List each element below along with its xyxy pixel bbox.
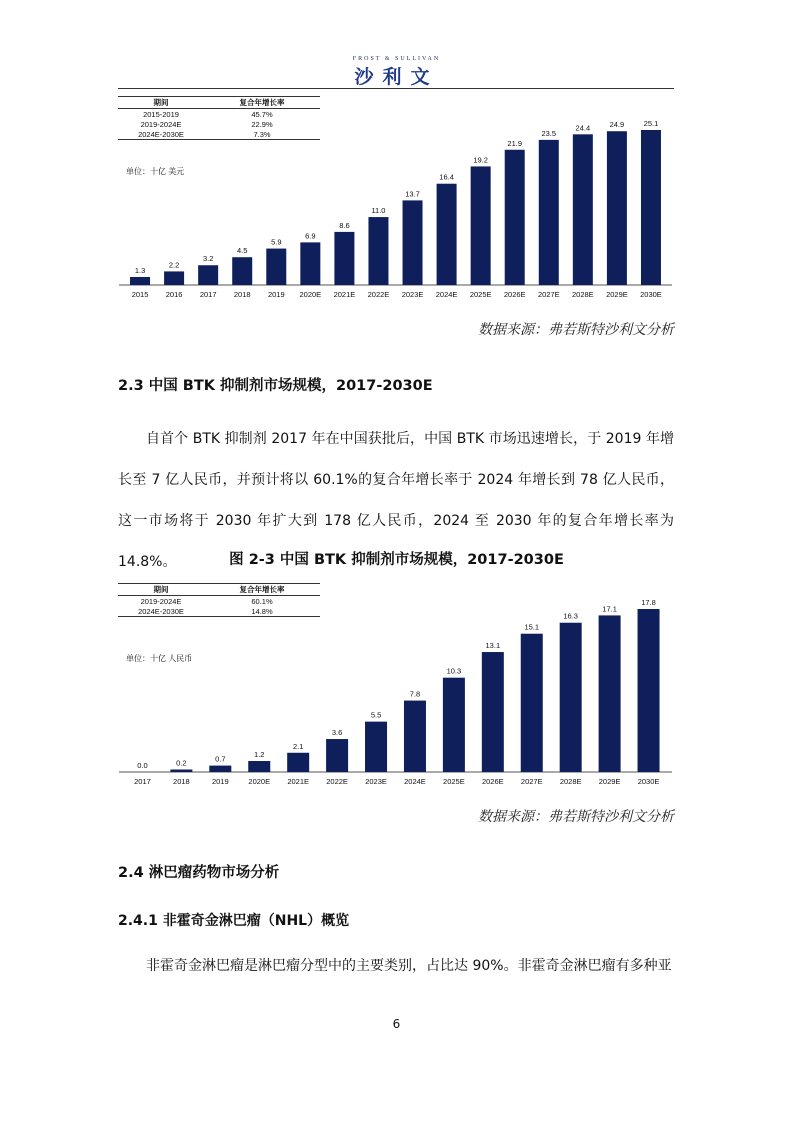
x-tick-label: 2030E — [637, 777, 660, 786]
data-label: 3.6 — [331, 728, 343, 738]
cagr-header-rate: 复合年增长率 — [204, 97, 320, 109]
chart1-unit-label: 单位：十亿 美元 — [126, 167, 185, 176]
bar-2026E — [482, 652, 504, 772]
bar-2025E — [471, 166, 491, 285]
bar-2027E — [521, 634, 543, 772]
x-tick-label: 2025E — [443, 777, 465, 786]
x-tick-label: 2023E — [401, 290, 424, 299]
x-tick-label: 2018 — [173, 777, 190, 786]
data-label: 16.4 — [439, 172, 454, 182]
data-label: 8.6 — [339, 220, 350, 230]
bar-2022E — [368, 217, 388, 285]
brand-english: FROST & SULLIVAN — [352, 56, 441, 62]
cagr-header-period: 期间 — [118, 97, 204, 109]
data-label: 13.1 — [485, 641, 501, 651]
x-tick-label: 2025E — [469, 290, 492, 299]
bar-2018 — [170, 770, 192, 773]
x-tick-label: 2016 — [165, 290, 183, 299]
x-tick-label: 2026E — [481, 777, 504, 786]
data-label: 16.3 — [563, 611, 578, 621]
data-label: 11.0 — [371, 206, 386, 216]
data-label: 10.3 — [446, 666, 462, 676]
cagr-rate: 22.9% — [251, 119, 273, 129]
section-2-4-heading: 2.4 淋巴瘤药物市场分析 — [118, 865, 280, 881]
data-label: 25.1 — [643, 119, 659, 128]
bar-2020E — [300, 242, 320, 285]
x-tick-label: 2028E — [572, 290, 594, 299]
cagr-table-2 — [118, 583, 320, 617]
data-label: 0.2 — [176, 758, 187, 768]
data-label: 1.2 — [254, 750, 265, 760]
x-tick-label: 2020E — [299, 290, 322, 299]
cagr-header-period: 期间 — [118, 584, 204, 596]
china-btk-market-chart — [118, 583, 674, 793]
data-label: 6.9 — [305, 231, 316, 241]
cagr-period: 2019-2024E — [140, 119, 182, 129]
x-tick-label: 2024E — [404, 777, 426, 786]
data-label: 13.7 — [405, 189, 420, 199]
bar-2029E — [607, 131, 627, 285]
data-label: 23.5 — [541, 128, 557, 138]
bar-2019 — [209, 766, 231, 772]
x-tick-label: 2027E — [537, 290, 560, 299]
cagr-period: 2024E-2030E — [118, 606, 204, 617]
cagr-rate: 45.7% — [251, 109, 273, 119]
data-label: 19.2 — [473, 155, 488, 165]
x-tick-label: 2027E — [520, 777, 543, 786]
x-tick-label: 2017 — [199, 290, 217, 299]
cagr-rate: 14.8% — [204, 606, 320, 617]
data-label: 21.9 — [507, 138, 523, 148]
bar-2017 — [198, 265, 218, 285]
bar-2023E — [403, 200, 423, 285]
data-label: 5.9 — [271, 237, 282, 247]
x-tick-label: 2029E — [598, 777, 621, 786]
data-label: 15.1 — [524, 622, 540, 632]
data-label: 4.5 — [237, 246, 248, 256]
data-label: 7.8 — [409, 689, 421, 699]
data-label: 3.2 — [202, 254, 214, 264]
paragraph-text: 非霍奇金淋巴瘤是淋巴瘤分型中的主要类别，占比达 90%。非霍奇金淋巴瘤有多种亚 — [146, 958, 672, 974]
cagr-table-1 — [118, 96, 320, 140]
cagr-rate: 60.1% — [251, 596, 273, 606]
x-tick-label: 2019 — [211, 777, 229, 786]
section-2-4-1-paragraph — [118, 946, 674, 987]
chart2-unit-label: 单位：十亿 人民币 — [126, 654, 193, 663]
bar-2018 — [232, 257, 252, 285]
data-label: 17.1 — [602, 604, 617, 614]
x-tick-label: 2023E — [365, 777, 387, 786]
page-number: 6 — [392, 1017, 401, 1031]
cagr-header-rate: 复合年增长率 — [204, 584, 320, 596]
chart1-source: 数据来源：弗若斯特沙利文分析 — [478, 322, 674, 338]
data-label: 24.4 — [575, 123, 591, 133]
paragraph-text: 自首个 BTK 抑制剂 2017 年在中国获批后，中国 BTK 市场迅速增长，于 2019 年增长至 7 亿人民币，并预计将以 60.1%的复合年增长率于 2024 年增长到 78 亿人民币，这一市场将于 2030 年扩大到 178 亿人民币，2024 至 2030 年的复合年增长率为 14.8%。 — [118, 431, 674, 570]
bar-2024E — [404, 701, 426, 772]
data-label: 0.7 — [215, 754, 226, 764]
cagr-rate: 7.3% — [204, 129, 320, 140]
bar-2027E — [539, 140, 559, 285]
x-tick-label: 2022E — [367, 290, 390, 299]
x-tick-label: 2026E — [503, 290, 526, 299]
bar-2023E — [365, 722, 387, 772]
x-tick-label: 2030E — [640, 290, 662, 299]
data-label: 5.5 — [370, 710, 382, 720]
bar-2020E — [248, 761, 270, 772]
cagr-period: 2015-2019 — [143, 109, 179, 119]
cagr-period: 2024E-2030E — [118, 129, 204, 140]
x-tick-label: 2021E — [287, 777, 310, 786]
figure-2-3-title: 图 2-3 中国 BTK 抑制剂市场规模，2017-2030E — [229, 552, 564, 568]
data-label: 17.8 — [641, 598, 656, 607]
bar-2021E — [334, 232, 354, 285]
bar-2022E — [326, 739, 348, 772]
section-2-4-1-heading: 2.4.1 非霍奇金淋巴瘤（NHL）概览 — [118, 913, 350, 929]
bar-2030E — [641, 130, 661, 285]
section-2-3-heading: 2.3 中国 BTK 抑制剂市场规模，2017-2030E — [118, 378, 433, 394]
bar-2026E — [505, 150, 525, 285]
data-label: 2.2 — [168, 260, 180, 270]
x-tick-label: 2029E — [606, 290, 628, 299]
bar-2016 — [164, 271, 184, 285]
x-tick-label: 2028E — [559, 777, 582, 786]
bar-2021E — [287, 753, 309, 772]
data-label: 1.3 — [134, 265, 146, 275]
cagr-period: 2019-2024E — [140, 596, 182, 606]
x-tick-label: 2022E — [326, 777, 348, 786]
x-tick-label: 2018 — [233, 290, 251, 299]
bar-2024E — [437, 184, 457, 285]
x-tick-label: 2021E — [333, 290, 356, 299]
data-label: 2.1 — [292, 741, 304, 751]
x-tick-label: 2015 — [131, 290, 149, 299]
x-tick-label: 2020E — [248, 777, 271, 786]
data-label: 0.0 — [137, 761, 148, 770]
x-tick-label: 2017 — [134, 777, 151, 786]
data-label: 24.9 — [609, 120, 625, 130]
bar-2028E — [573, 134, 593, 285]
x-tick-label: 2019 — [267, 290, 285, 299]
bar-2015 — [130, 277, 150, 285]
bar-2029E — [599, 615, 621, 772]
brand-logo: 沙利文 — [354, 66, 439, 88]
x-tick-label: 2024E — [435, 290, 458, 299]
header-divider — [118, 88, 674, 89]
global-btk-market-chart — [118, 96, 674, 306]
bar-2025E — [443, 678, 465, 772]
bar-2030E — [638, 609, 660, 772]
bar-2019 — [266, 249, 286, 285]
chart2-source: 数据来源：弗若斯特沙利文分析 — [478, 809, 674, 825]
bar-2028E — [560, 623, 582, 772]
